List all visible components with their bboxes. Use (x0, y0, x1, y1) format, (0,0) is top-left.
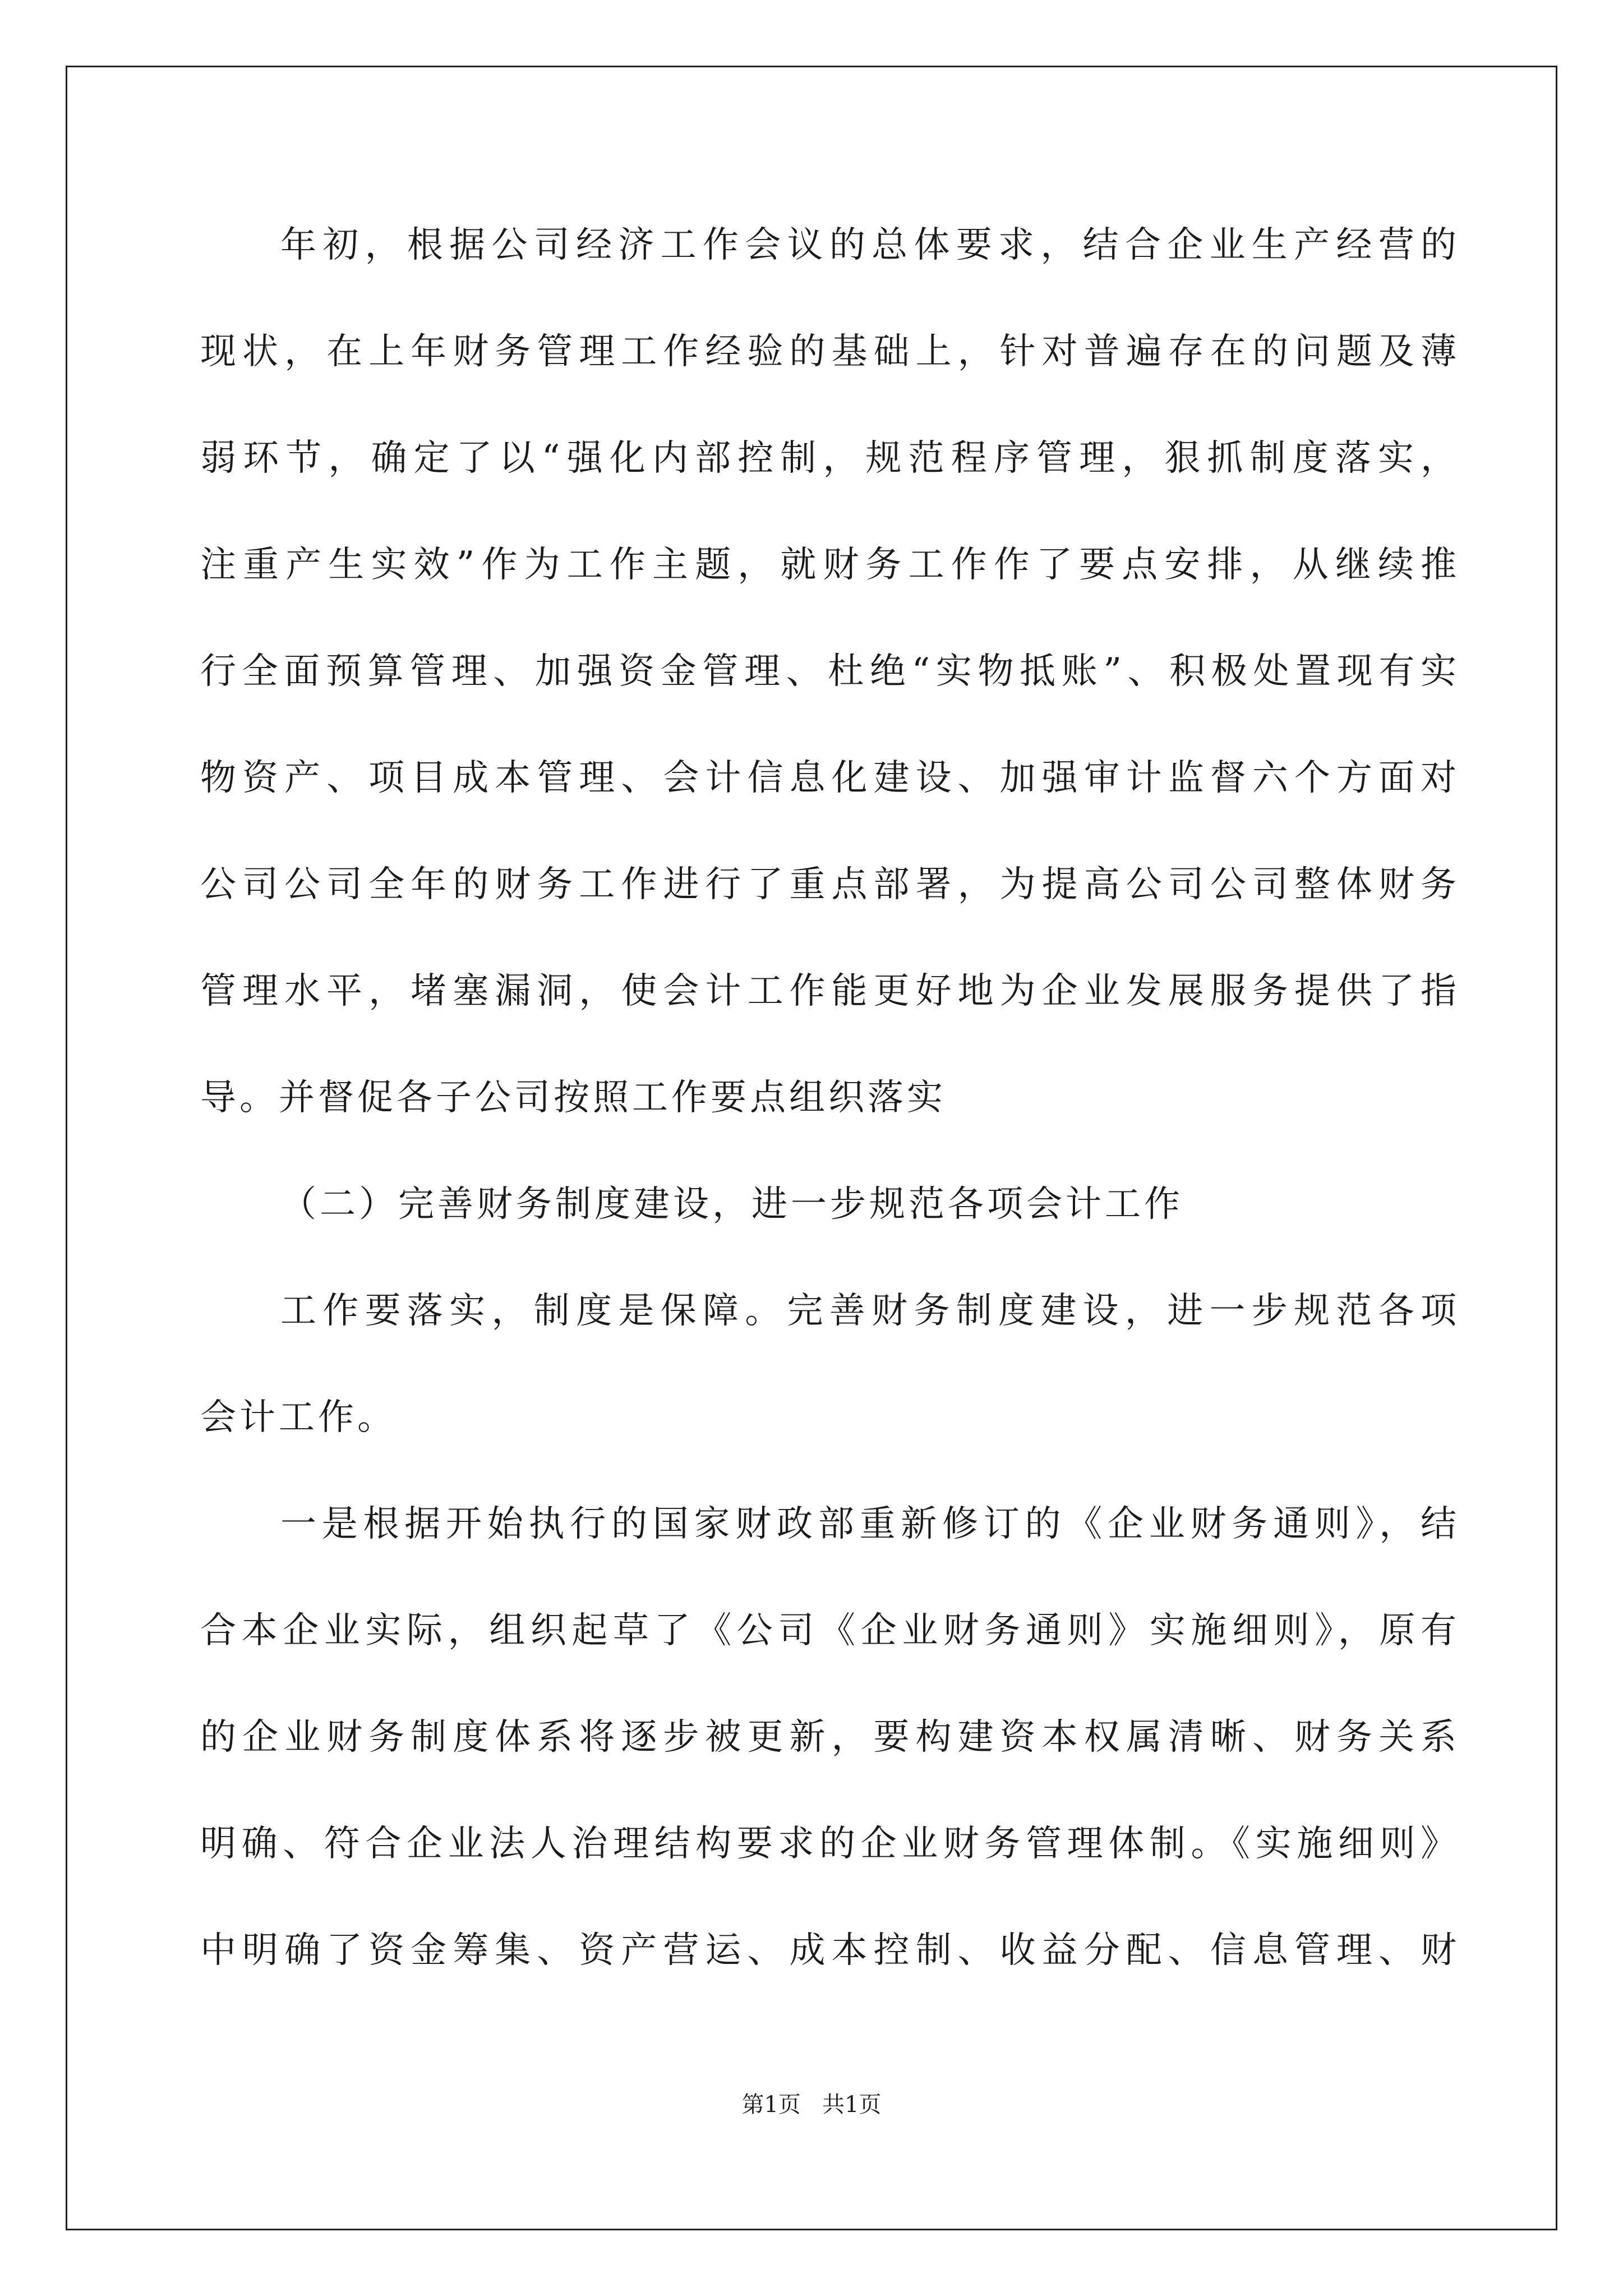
paragraph-line: 合本企业实际，组织起草了《公司《企业财务通则》实施细则》，原有 (200, 1610, 1456, 1651)
paragraph-line: 中明确了资金筹集、资产营运、成本控制、收益分配、信息管理、财 (200, 1930, 1456, 1971)
paragraph-line: 工作要落实，制度是保障。完善财务制度建设，进一步规范各项 (280, 1290, 1456, 1332)
paragraph-line: 一是根据开始执行的国家财政部重新修订的《企业财务通则》，结 (280, 1503, 1456, 1545)
paragraph-line: 明确、符合企业法人治理结构要求的企业财务管理体制。《实施细则》 (200, 1823, 1456, 1865)
paragraph-line: 管理水平，堵塞漏洞，使会计工作能更好地为企业发展服务提供了指 (200, 970, 1456, 1012)
paragraph-line: 会计工作。 (200, 1397, 396, 1438)
paragraph-line: 现状，在上年财务管理工作经验的基础上，针对普遍存在的问题及薄 (200, 331, 1456, 372)
paragraph-line: 行全面预算管理、加强资金管理、杜绝“实物抵账”、积极处置现有实 (200, 651, 1456, 692)
section-heading: （二）完善财务制度建设，进一步规范各项会计工作 (280, 1184, 1183, 1225)
paragraph-line: 弱环节，确定了以“强化内部控制，规范程序管理，狠抓制度落实， (200, 438, 1456, 479)
paragraph-line: 物资产、项目成本管理、会计信息化建设、加强审计监督六个方面对 (200, 757, 1456, 799)
paragraph-line: 公司公司全年的财务工作进行了重点部署，为提高公司公司整体财务 (200, 864, 1456, 905)
paragraph-line: 年初，根据公司经济工作会议的总体要求，结合企业生产经营的 (280, 224, 1456, 266)
paragraph-line: 注重产生实效”作为工作主题，就财务工作作了要点安排，从继续推 (200, 544, 1456, 586)
page-border (66, 66, 1557, 2230)
page-footer: 第1页 共1页 (741, 2092, 882, 2118)
paragraph-line: 导。并督促各子公司按照工作要点组织落实 (200, 1077, 946, 1119)
paragraph-line: 的企业财务制度体系将逐步被更新，要构建资本权属清晰、财务关系 (200, 1717, 1456, 1758)
